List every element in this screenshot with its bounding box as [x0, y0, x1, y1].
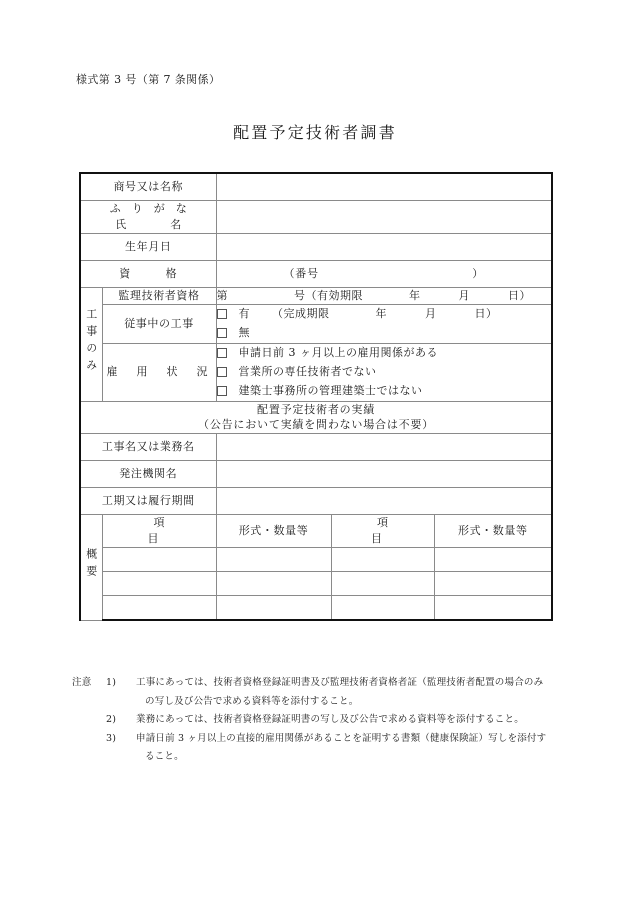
client-name-input-cell[interactable]	[216, 461, 552, 488]
checkbox-icon[interactable]	[217, 348, 227, 358]
note-3-spacer	[72, 730, 106, 749]
table-row-ongoing-work	[80, 304, 552, 343]
license-prefix: 第	[216, 288, 229, 302]
note-2-head	[72, 711, 136, 730]
record-section-title	[80, 401, 552, 434]
table-row-summary-2	[80, 572, 552, 596]
birthdate-input-cell[interactable]	[216, 233, 552, 260]
summary-cell-spec[interactable]	[216, 572, 331, 596]
note-item-2	[72, 711, 572, 730]
summary-cell-spec[interactable]	[434, 548, 552, 572]
summary-cell-item[interactable]	[102, 596, 216, 621]
checkbox-icon[interactable]	[217, 386, 227, 396]
license-month: 月	[458, 288, 471, 302]
ongoing-work-options-cell	[216, 304, 552, 343]
table-row-period	[80, 488, 552, 515]
employment-label: 雇 用 状 況	[102, 343, 216, 401]
note-2-line-1: 業務にあっては、技術者資格登録証明書の写し及び公告で求める資料等を添付すること。	[136, 714, 524, 726]
summary-label: 概要	[80, 515, 102, 620]
checkbox-icon[interactable]	[217, 367, 227, 377]
table-row-qualification	[80, 260, 552, 287]
completion-day: 日）	[474, 307, 498, 321]
note-3-number: 3)	[106, 732, 117, 744]
table-row-summary-header	[80, 515, 552, 548]
summary-header-spec-2: 形式・数量等	[434, 515, 552, 548]
supervising-engineer-value-cell[interactable]	[216, 287, 552, 304]
name-label-cell	[80, 201, 216, 234]
engineer-survey-table	[79, 172, 553, 621]
summary-cell-item[interactable]	[102, 572, 216, 596]
notes-section	[72, 674, 572, 767]
completion-month: 月	[425, 307, 437, 321]
employment-options-cell	[216, 343, 552, 401]
summary-cell-item[interactable]	[331, 572, 434, 596]
ongoing-yes-label: 有	[238, 307, 251, 321]
employment-option-3[interactable]	[217, 382, 552, 401]
summary-cell-spec[interactable]	[216, 596, 331, 621]
summary-header-spec-1: 形式・数量等	[216, 515, 331, 548]
table-row-summary-3	[80, 596, 552, 621]
construction-only-label: 工事のみ	[80, 287, 102, 401]
note-3-line-2: ること。	[145, 751, 184, 763]
table-row-supervising-engineer	[80, 287, 552, 304]
project-name-label: 工事名又は業務名	[80, 434, 216, 461]
supervising-engineer-label: 監理技術者資格	[102, 287, 216, 304]
note-1-number: 1)	[106, 677, 117, 688]
table-row-birthdate	[80, 233, 552, 260]
note-item-3	[72, 730, 572, 767]
record-title-line1: 配置予定技術者の実績	[257, 402, 376, 416]
note-1-line-2: の写し及び公告で求める資料等を添付すること。	[145, 695, 359, 707]
name-label: 氏 名	[115, 217, 182, 231]
summary-cell-item[interactable]	[331, 548, 434, 572]
ongoing-work-option-no[interactable]	[217, 324, 552, 343]
period-input-cell[interactable]	[216, 488, 552, 515]
notes-label: 注意	[72, 677, 92, 688]
note-1-body	[136, 674, 572, 711]
note-item-1	[72, 674, 572, 711]
note-3-body	[136, 730, 572, 767]
employment-option-1[interactable]	[217, 344, 552, 363]
ongoing-work-label: 従事中の工事	[102, 304, 216, 343]
completion-deadline-label: （完成期限	[272, 307, 330, 321]
license-expiry-label: 号（有効期限	[294, 288, 364, 302]
table-row-client-name	[80, 461, 552, 488]
checkbox-icon[interactable]	[217, 328, 227, 338]
table-row-summary-1	[80, 548, 552, 572]
table-row-name	[80, 201, 552, 234]
summary-cell-spec[interactable]	[434, 596, 552, 621]
license-year: 年	[409, 288, 421, 302]
project-name-input-cell[interactable]	[216, 434, 552, 461]
employment-option-label: 建築士事務所の管理建築士ではない	[238, 384, 423, 398]
summary-header-item-1: 項 目	[102, 515, 216, 548]
company-label: 商号又は名称	[80, 173, 216, 201]
employment-option-label: 申請日前 3 ヶ月以上の雇用関係がある	[238, 346, 439, 360]
summary-cell-item[interactable]	[102, 548, 216, 572]
employment-option-label: 営業所の専任技術者でない	[238, 365, 377, 379]
table-row-project-name	[80, 434, 552, 461]
furigana-label: ふ り が な	[109, 202, 187, 215]
name-input-cell[interactable]	[216, 201, 552, 234]
summary-cell-item[interactable]	[331, 596, 434, 621]
qualification-number-cell[interactable]: （番号 ）	[216, 260, 552, 287]
client-name-label: 発注機関名	[80, 461, 216, 488]
checkbox-icon[interactable]	[217, 309, 227, 319]
employment-option-2[interactable]	[217, 363, 552, 382]
page-title: 配置予定技術者調書	[233, 123, 397, 142]
note-2-number: 2)	[106, 714, 117, 726]
form-code: 様式第 3 号（第 7 条関係）	[76, 73, 221, 86]
note-3-line-1: 申請日前 3 ヶ月以上の直接的雇用関係があることを証明する書類（健康保険証）写しを添付す	[136, 732, 547, 744]
table-row-company	[80, 173, 552, 201]
completion-year: 年	[375, 307, 388, 321]
period-label: 工期又は履行期間	[80, 488, 216, 515]
note-2-spacer	[72, 711, 106, 730]
license-day: 日）	[508, 288, 532, 302]
table-row-record-title	[80, 401, 552, 434]
summary-cell-spec[interactable]	[216, 548, 331, 572]
birthdate-label: 生年月日	[80, 233, 216, 260]
summary-header-item-2: 項 目	[331, 515, 434, 548]
summary-cell-spec[interactable]	[434, 572, 552, 596]
note-3-head	[72, 730, 136, 749]
qualification-label: 資 格	[80, 260, 216, 287]
ongoing-work-option-yes[interactable]	[217, 305, 552, 324]
note-2-body	[136, 711, 572, 730]
record-title-line2: （公告において実績を問わない場合は不要）	[198, 418, 435, 432]
table-row-employment	[80, 343, 552, 401]
company-input-cell[interactable]	[216, 173, 552, 201]
note-1-head	[72, 674, 136, 693]
note-1-line-1: 工事にあっては、技術者資格登録証明書及び監理技術者資格者証（監理技術者配置の場合のみ	[136, 677, 544, 688]
ongoing-no-label: 無	[238, 326, 251, 340]
